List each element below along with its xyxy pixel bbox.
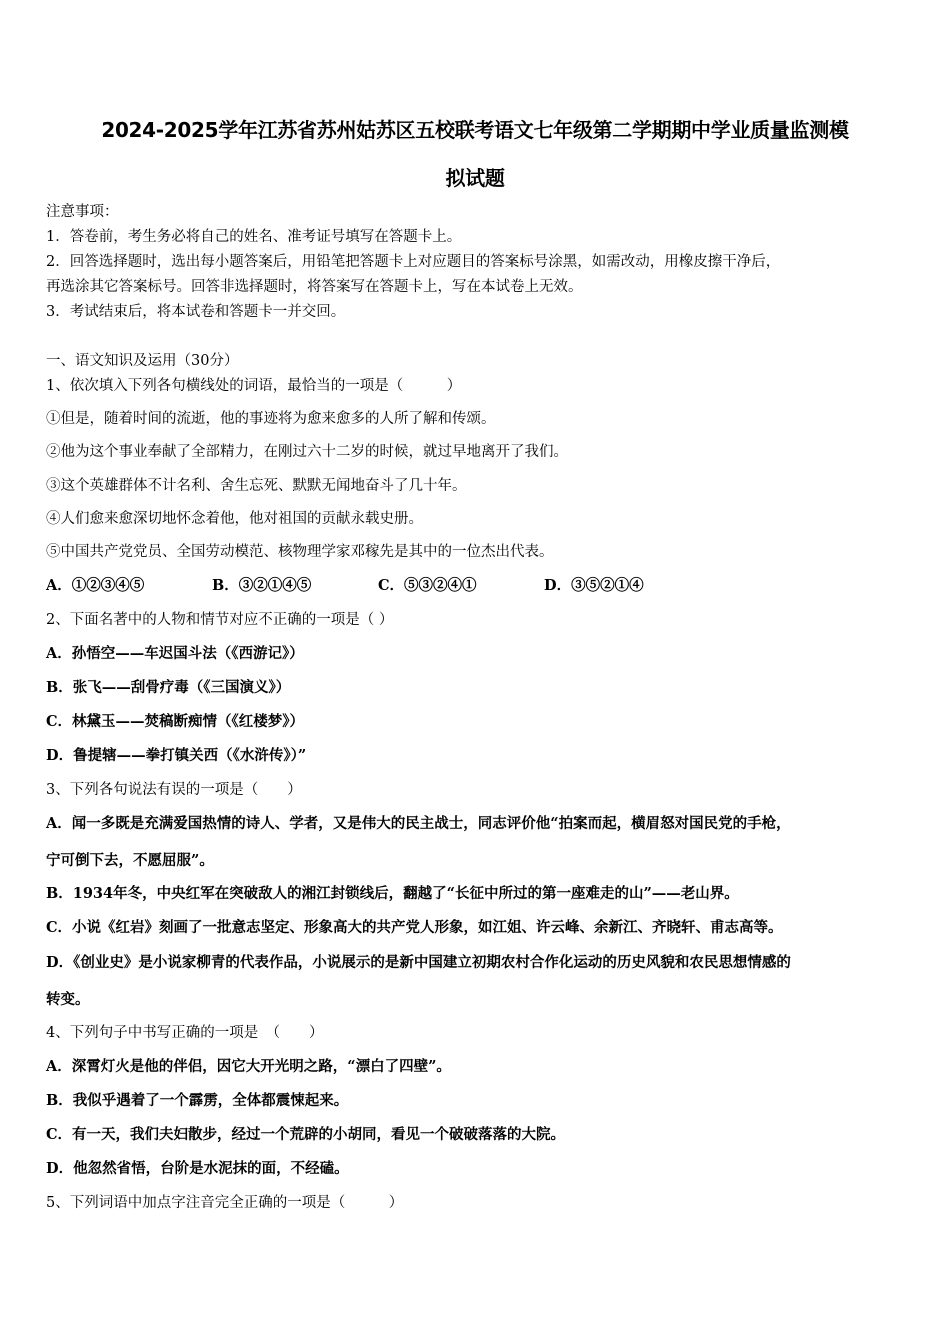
q1-sentence-5: ⑤中国共产党党员、全国劳动模范、核物理学家邓稼先是其中的一位杰出代表。 <box>46 544 554 560</box>
q2-option-c: C．林黛玉——焚稿断痴情（《红楼梦》） <box>46 713 305 730</box>
q1-sentence-1: ①但是，随着时间的流逝，他的事迹将为愈来愈多的人所了解和传颂。 <box>46 411 496 427</box>
q3-option-a: A．闻一多既是充满爱国热情的诗人、学者，又是伟大的民主战士，同志评价他“拍案而起，横眉怒对国民党的手枪， <box>46 815 791 832</box>
q5-stem: 5、下列词语中加点字注音完全正确的一项是（ ） <box>46 1195 404 1211</box>
q4-option-b: B．我似乎遇着了一个霹雳，全体都震悚起来。 <box>46 1092 349 1109</box>
q4-option-c: C．有一天，我们夫妇散步，经过一个荒辟的小胡同，看见一个破破落落的大院。 <box>46 1126 566 1143</box>
q4-stem: 4、下列句子中书写正确的一项是 （ ） <box>46 1025 324 1041</box>
q3-option-d: D．《创业史》是小说家柳青的代表作品，小说展示的是新中国建立初期农村合作化运动的历史风貌和农民思想情感的 <box>46 954 791 971</box>
notice-heading: 注意事项： <box>46 204 119 220</box>
q1-option-a: A．①②③④⑤ <box>46 577 145 594</box>
q2-option-a: A．孙悟空——车迟国斗法（《西游记》） <box>46 645 304 662</box>
q2-option-d: D．鲁提辖——拳打镇关西（《水浒传》）” <box>46 747 307 764</box>
q2-option-b: B．张飞——刮骨疗毒（《三国演义》） <box>46 679 291 696</box>
q4-option-a: A．深霄灯火是他的伴侣，因它大开光明之路，“漂白了四壁”。 <box>46 1058 451 1075</box>
q3-option-a-cont: 宁可倒下去，不愿屈服”。 <box>46 852 214 869</box>
q3-option-d-cont: 转变。 <box>46 991 90 1008</box>
notice-item-2: 2．回答选择题时，选出每小题答案后，用铅笔把答题卡上对应题目的答案标号涂黑，如需改动，用橡皮擦干净后， <box>46 254 781 270</box>
q2-stem: 2、下面名著中的人物和情节对应不正确的一项是（ ） <box>46 612 394 628</box>
q3-stem: 3、下列各句说法有误的一项是（ ） <box>46 782 302 798</box>
q1-stem: 1、依次填入下列各句横线处的词语，最恰当的一项是（ ） <box>46 378 462 394</box>
q3-option-b: B．1934年冬，中央红军在突破敌人的湘江封锁线后，翻越了“长征中所过的第一座难走的山”——老山界。 <box>46 885 739 902</box>
q1-sentence-2: ②他为这个事业奉献了全部精力，在刚过六十二岁的时候，就过早地离开了我们。 <box>46 444 568 460</box>
q1-option-b: B．③②①④⑤ <box>212 577 312 594</box>
section-1-heading: 一、语文知识及运用（30分） <box>46 353 239 369</box>
notice-item-1: 1．答卷前，考生务必将自己的姓名、准考证号填写在答题卡上。 <box>46 229 462 245</box>
q3-option-c: C．小说《红岩》刻画了一批意志坚定、形象高大的共产党人形象，如江姐、许云峰、余新江、齐晓轩、甫志高等。 <box>46 919 783 936</box>
q1-sentence-4: ④人们愈来愈深切地怀念着他，他对祖国的贡献永载史册。 <box>46 511 423 527</box>
q1-option-c: C．⑤③②④① <box>378 577 477 594</box>
exam-title-line-1: 2024-2025学年江苏省苏州姑苏区五校联考语文七年级第二学期期中学业质量监测模 <box>101 118 849 142</box>
q1-sentence-3: ③这个英雄群体不计名利、舍生忘死、默默无闻地奋斗了几十年。 <box>46 478 467 494</box>
q1-options <box>46 576 916 596</box>
notice-item-2-cont: 再选涂其它答案标号。回答非选择题时，将答案写在答题卡上，写在本试卷上无效。 <box>46 279 583 295</box>
q1-option-d: D．③⑤②①④ <box>544 577 644 594</box>
exam-title-line-2: 拟试题 <box>445 166 505 190</box>
q4-option-d: D．他忽然省悟，台阶是水泥抹的面，不经磕。 <box>46 1160 349 1177</box>
notice-item-3: 3．考试结束后，将本试卷和答题卡一并交回。 <box>46 304 346 320</box>
